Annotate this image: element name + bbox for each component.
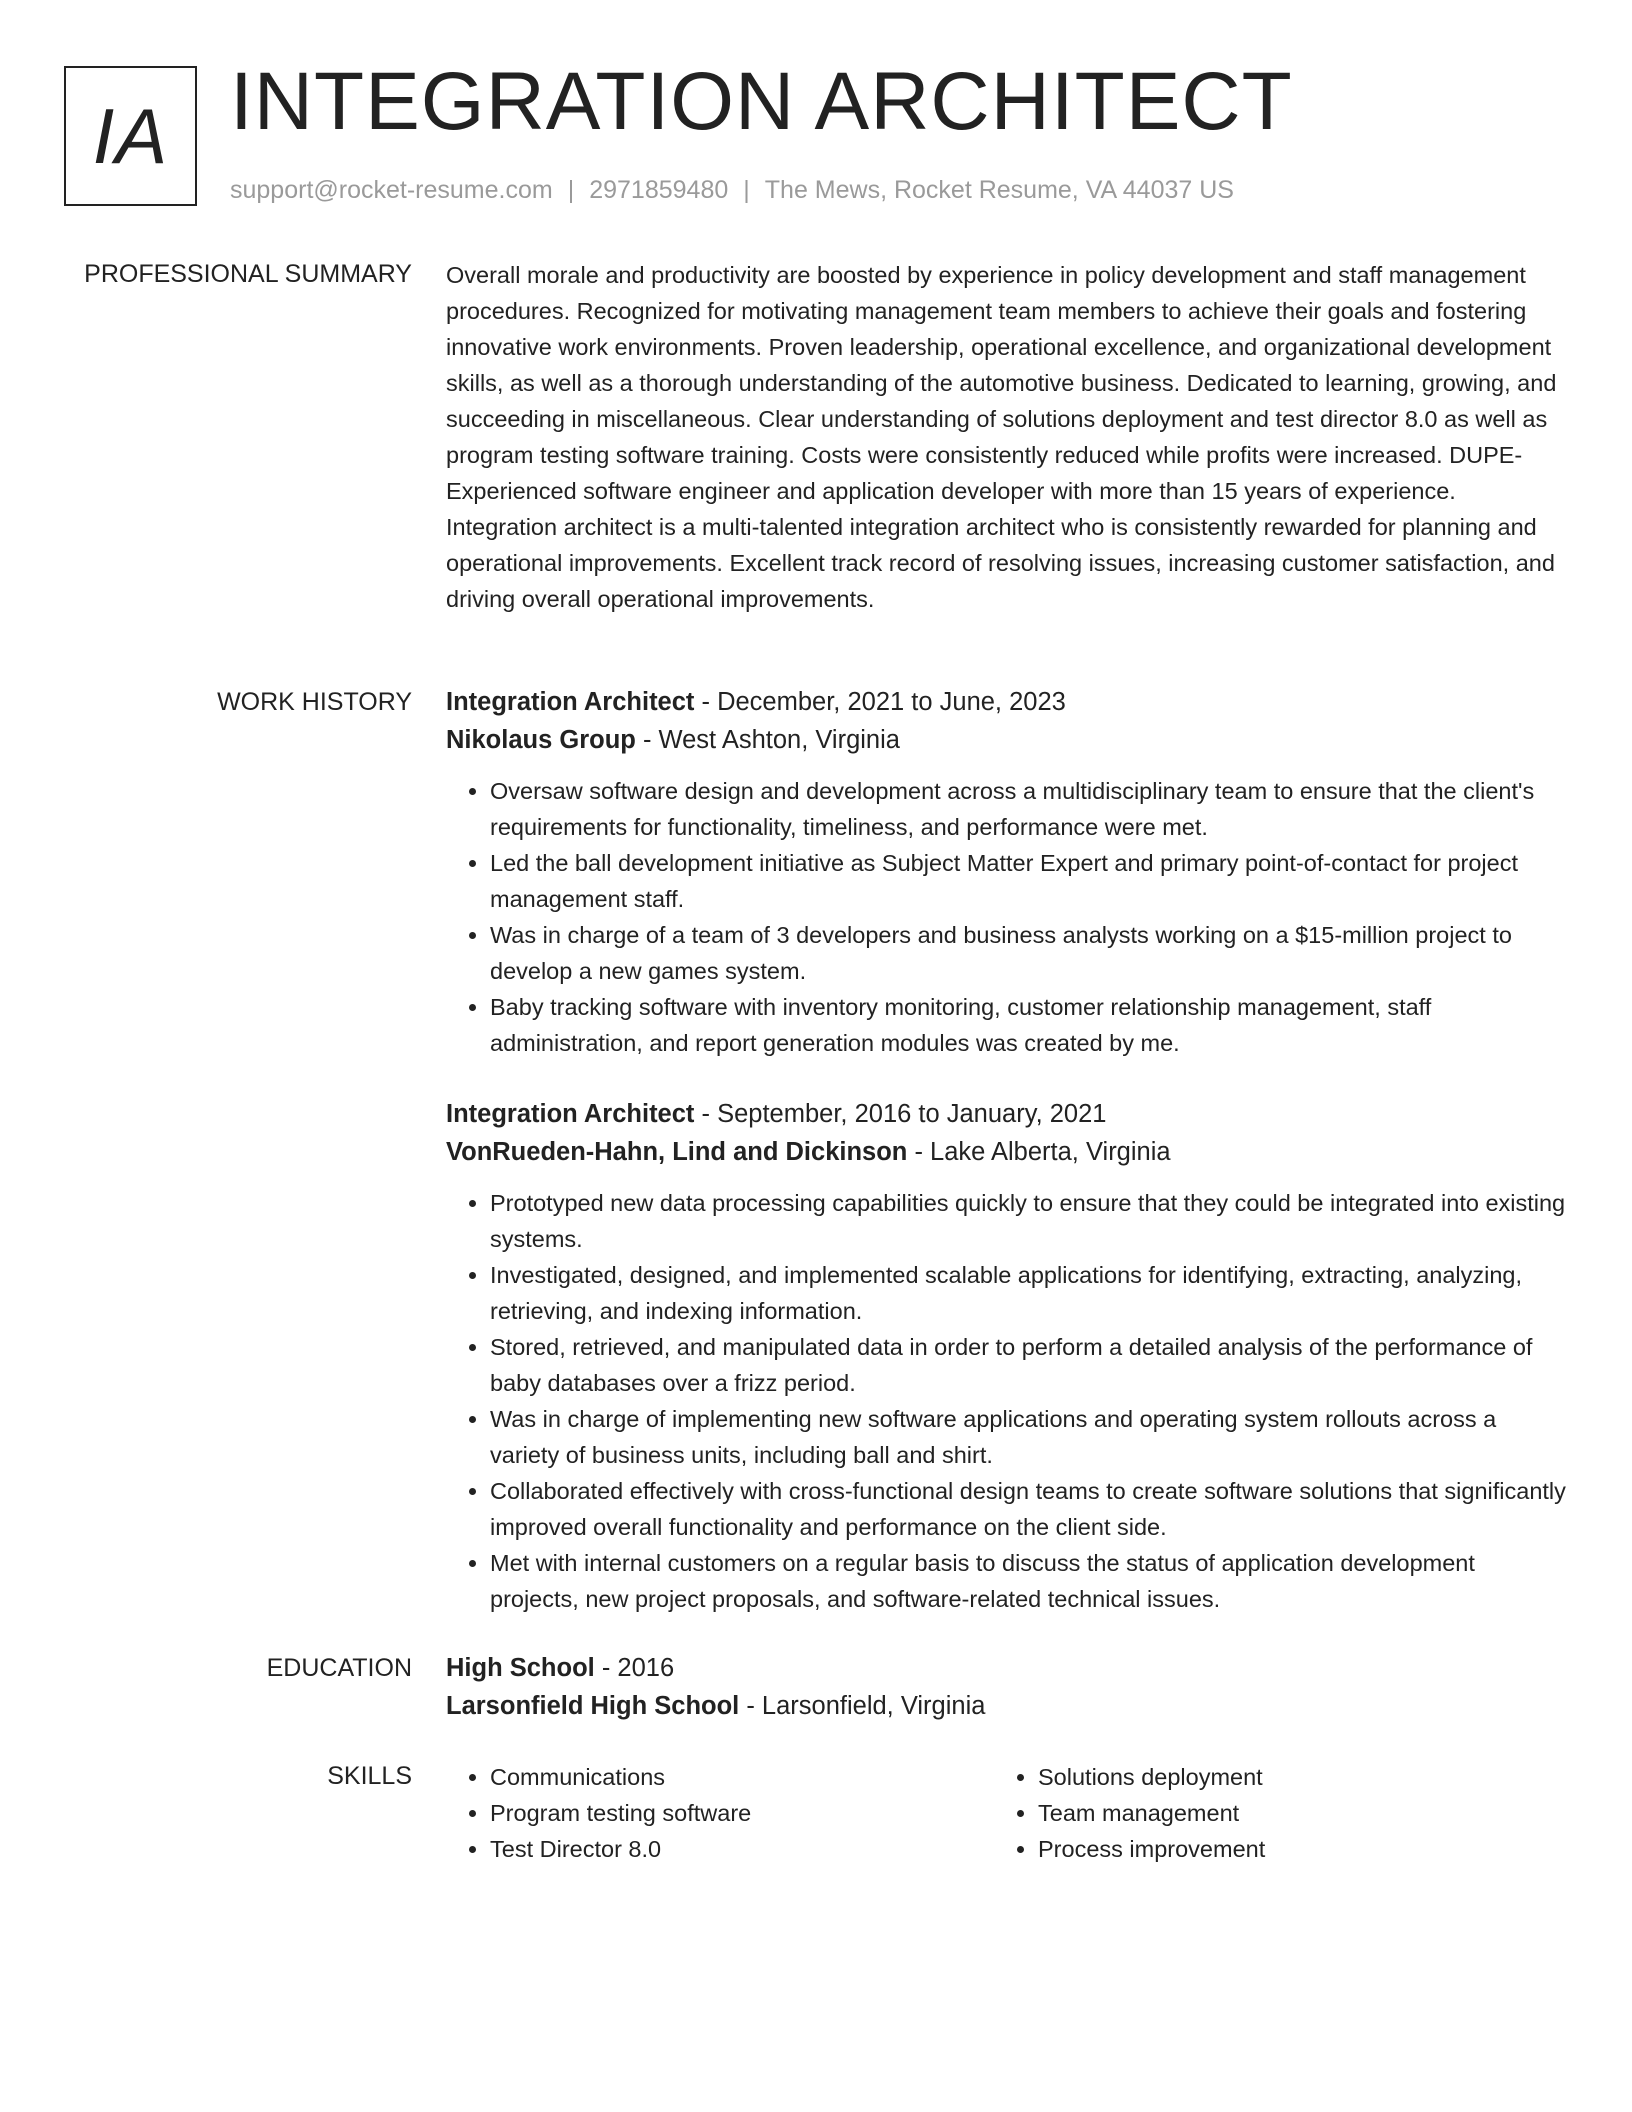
education-body [446,1649,1570,1725]
education-location: - Larsonfield, Virginia [739,1692,986,1720]
job-duty-item: • Investigated, designed, and implemented scalable applications for identifying, extracting, analyzing, retrieving, and indexing information. [490,1257,1570,1329]
summary-heading: PROFESSIONAL SUMMARY [84,260,412,288]
summary-body [446,257,1570,617]
skill-item: • Team management [1038,1795,1542,1831]
skill-item: • Solutions deployment [1038,1759,1542,1795]
skill-item: • Communications [490,1759,994,1795]
monogram-logo [64,66,197,206]
contact-email[interactable]: support@rocket-resume.com [230,176,553,204]
contact-line [230,172,1234,208]
job-duties-list [446,773,1570,1061]
monogram-text: IA [92,91,169,180]
job-location: - Lake Alberta, Virginia [907,1138,1171,1166]
skill-item: • Program testing software [490,1795,994,1831]
job-title-line [446,1095,1570,1133]
contact-separator: | [743,176,750,204]
education-degree-line [446,1649,1570,1687]
skills-list-right [994,1759,1542,1867]
job-title-line [446,683,1570,721]
education-degree: High School [446,1654,595,1682]
job-entry [446,1095,1570,1617]
job-title: Integration Architect [446,1100,695,1128]
job-duty-item: • Oversaw software design and development across a multidisciplinary team to ensure that the client's requirements for functionality, timeliness, and performance were met. [490,773,1570,845]
job-duty-item: • Prototyped new data processing capabilities quickly to ensure that they could be integrated into existing systems. [490,1185,1570,1257]
contact-separator: | [567,176,575,204]
education-heading: EDUCATION [266,1654,412,1682]
job-company-line [446,721,1570,759]
skill-item: • Test Director 8.0 [490,1831,994,1867]
candidate-name: INTEGRATION ARCHITECT [230,56,1293,147]
skills-heading: SKILLS [327,1762,412,1790]
skills-columns [446,1759,1570,1867]
education-school: Larsonfield High School [446,1692,740,1720]
job-duties-list [446,1185,1570,1617]
skill-item: • Process improvement [1038,1831,1542,1867]
job-dates: - December, 2021 to June, 2023 [694,688,1066,716]
job-location: - West Ashton, Virginia [635,726,900,754]
job-entry [446,683,1570,1061]
skills-body [446,1759,1570,1867]
job-dates: - September, 2016 to January, 2021 [694,1100,1107,1128]
skills-list-left [446,1759,994,1867]
work-history-body [446,683,1570,1617]
work-history-heading: WORK HISTORY [217,688,412,716]
education-school-line [446,1687,1570,1725]
education-year: - 2016 [594,1654,675,1682]
job-duty-item: • Baby tracking software with inventory monitoring, customer relationship management, staff administration, and report generation modules was created by me. [490,989,1570,1061]
summary-text: Overall morale and productivity are boosted by experience in policy development and staff management procedures. Recognized for motivating management team members to achieve their goals and fostering innovative work environments. Proven leadership, operational excellence, and organizational development skills, as well as a thorough understanding of the automotive business. Dedicated to learning, growing, and succeeding in miscellaneous. Clear understanding of solutions deployment and test director 8.0 as well as program testing software training. Costs were consistently reduced while profits were increased. DUPE- Experienced software engineer and application developer with more than 15 years of experience. Integration architect is a multi-talented integration architect who is consistently rewarded for planning and operational improvements. Excellent track record of resolving issues, increasing customer satisfaction, and driving overall operational improvements. [446,262,1557,612]
job-company-line [446,1133,1570,1171]
contact-address: The Mews, Rocket Resume, VA 44037 US [764,176,1234,204]
job-company: Nikolaus Group [446,726,636,754]
job-company: VonRueden-Hahn, Lind and Dickinson [446,1138,908,1166]
job-duty-item: • Stored, retrieved, and manipulated data in order to perform a detailed analysis of the performance of baby databases over a frizz period. [490,1329,1570,1401]
job-duty-item: • Met with internal customers on a regular basis to discuss the status of application development projects, new project proposals, and software-related technical issues. [490,1545,1570,1617]
job-duty-item: • Collaborated effectively with cross-functional design teams to create software solutions that significantly improved overall functionality and performance on the client side. [490,1473,1570,1545]
job-duty-item: • Was in charge of a team of 3 developers and business analysts working on a $15-million project to develop a new games system. [490,917,1570,989]
job-title: Integration Architect [446,688,695,716]
contact-phone[interactable]: 2971859480 [589,176,729,204]
job-duty-item: • Led the ball development initiative as Subject Matter Expert and primary point-of-contact for project management staff. [490,845,1570,917]
job-duty-item: • Was in charge of implementing new software applications and operating system rollouts across a variety of business units, including ball and shirt. [490,1401,1570,1473]
